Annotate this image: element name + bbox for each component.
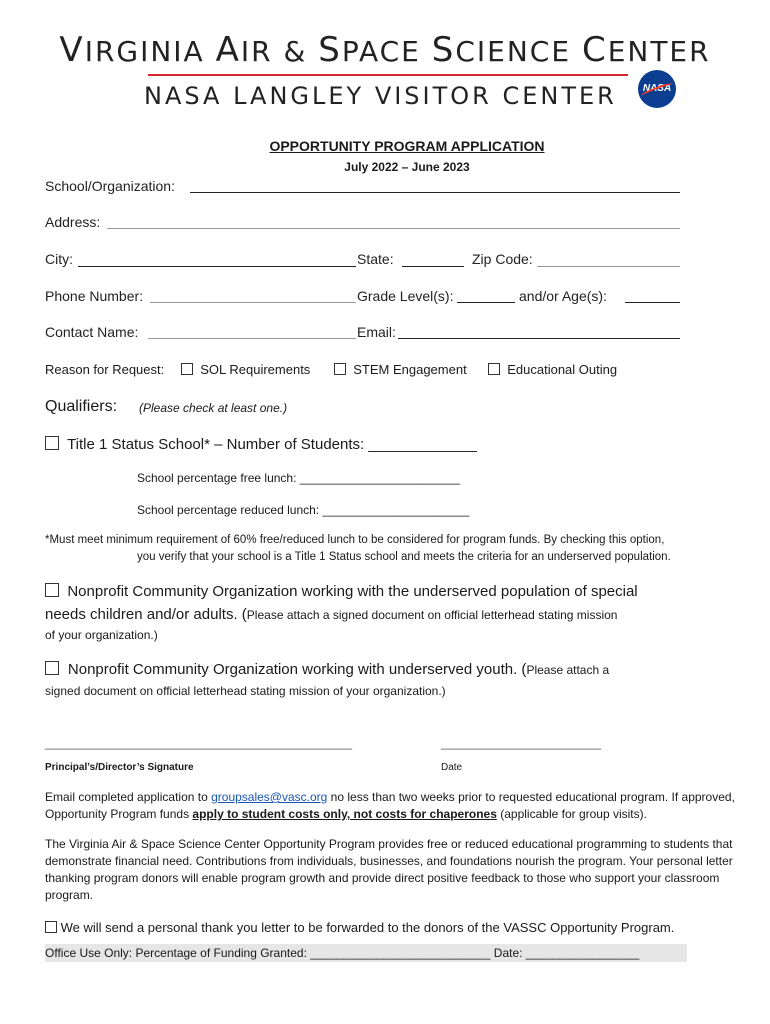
nonprofit-special-line-2: needs children and/or adults. (Please attach a signed document on official letterhead stating mission — [45, 606, 618, 623]
reason-label: Reason for Request: — [45, 362, 165, 377]
title1-option[interactable]: Title 1 Status School* – Number of Students: _____________ — [45, 436, 477, 453]
phone-field[interactable] — [150, 302, 356, 303]
age-field[interactable] — [625, 302, 680, 303]
signature-label: Principal’s/Director’s Signature — [45, 762, 194, 773]
email-label: Email: — [357, 324, 396, 340]
email-link[interactable]: groupsales@vasc.org — [211, 790, 328, 804]
free-lunch-field[interactable]: School percentage free lunch: ________________________ — [137, 471, 460, 485]
checkbox-icon[interactable] — [45, 583, 59, 597]
form-period: July 2022 – June 2023 — [344, 160, 470, 174]
state-field[interactable] — [402, 266, 464, 267]
age-label: and/or Age(s): — [519, 288, 607, 304]
zip-label: Zip Code: — [472, 251, 533, 267]
office-use-bar: Office Use Only: Percentage of Funding Granted: ___________________________ Date: _________________ — [45, 944, 687, 962]
address-label: Address: — [45, 214, 101, 230]
checkbox-icon[interactable] — [334, 363, 346, 375]
checkbox-icon[interactable] — [45, 921, 57, 933]
city-label: City: — [45, 251, 73, 267]
state-label: State: — [357, 251, 394, 267]
email-instructions: Email completed application to groupsales@vasc.org no less than two weeks prior to requested educational program. If approved, Opportunity Program funds apply to student costs only, not costs for chaperones (applicable for group visits). — [45, 790, 735, 821]
school-label: School/Organization: — [45, 178, 175, 194]
checkbox-icon[interactable] — [45, 436, 59, 450]
nonprofit-youth-option[interactable]: Nonprofit Community Organization working with underserved youth. (Please attach a — [45, 661, 609, 679]
checkbox-icon[interactable] — [488, 363, 500, 375]
grade-label: Grade Level(s): — [357, 288, 454, 304]
reason-sol[interactable]: SOL Requirements — [181, 362, 310, 377]
footnote-line-2: you verify that your school is a Title 1 Status school and meets the criteria for an underserved population. — [137, 551, 671, 563]
nonprofit-youth-line-2: signed document on official letterhead stating mission of your organization.) — [45, 684, 446, 698]
program-description: The Virginia Air & Space Science Center Opportunity Program provides free or reduced educational programming to students that demonstrate financial need. Contributions from individuals, businesses, and foundations nourish the program. Your personal letter thanking program donors will enable program growth and provide direct positive feedback to those who support your classroom program. — [45, 837, 733, 902]
email-field[interactable] — [398, 338, 680, 339]
signature-field[interactable]: ______________________________________________ — [45, 736, 352, 750]
grade-field[interactable] — [457, 302, 515, 303]
nonprofit-special-line-3: of your organization.) — [45, 628, 158, 642]
city-field[interactable] — [78, 266, 356, 267]
checkbox-icon[interactable] — [181, 363, 193, 375]
address-field[interactable] — [107, 228, 680, 229]
reduced-lunch-field[interactable]: School percentage reduced lunch: ______________________ — [137, 503, 470, 517]
org-name-heading: VIRGINIA AIR & SPACE SCIENCE CENTER — [59, 30, 711, 70]
contact-field[interactable] — [148, 338, 356, 339]
nonprofit-special-option[interactable]: Nonprofit Community Organization working with the underserved population of special — [45, 583, 638, 600]
thank-you-option[interactable]: We will send a personal thank you letter to be forwarded to the donors of the VASSC Opportunity Program. — [45, 920, 674, 935]
header-divider — [148, 74, 628, 76]
nasa-logo: NASA — [638, 70, 676, 108]
checkbox-icon[interactable] — [45, 661, 59, 675]
reason-stem[interactable]: STEM Engagement — [334, 362, 467, 377]
qualifiers-hint: (Please check at least one.) — [139, 401, 288, 415]
footnote-line-1: *Must meet minimum requirement of 60% free/reduced lunch to be considered for program funds. By checking this option, — [45, 534, 665, 546]
qualifiers-heading: Qualifiers: — [45, 398, 118, 415]
school-field[interactable] — [190, 192, 680, 193]
visitor-center-subheading: NASA LANGLEY VISITOR CENTER — [144, 82, 617, 110]
form-title: OPPORTUNITY PROGRAM APPLICATION — [269, 138, 545, 154]
phone-label: Phone Number: — [45, 288, 144, 304]
date-label: Date — [441, 762, 463, 773]
reason-outing[interactable]: Educational Outing — [488, 362, 617, 377]
zip-field[interactable] — [537, 266, 680, 267]
contact-label: Contact Name: — [45, 324, 139, 340]
date-field[interactable]: ________________________ — [441, 736, 602, 750]
